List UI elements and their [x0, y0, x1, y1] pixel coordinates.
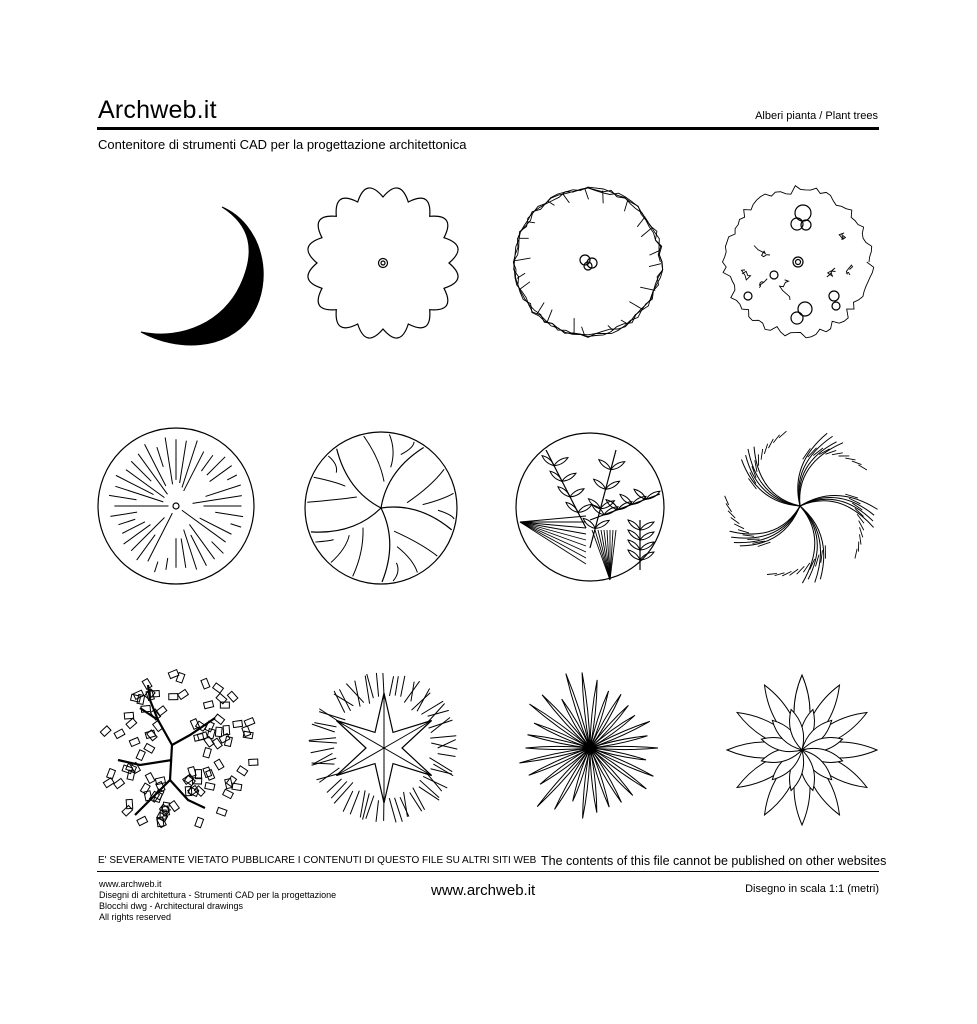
rough-outline-tree-icon: [513, 187, 662, 337]
footer-blocks-note: Blocchi dwg - Architectural drawings: [99, 901, 244, 911]
brand-logo-text: Archweb.it: [98, 96, 217, 124]
footer-website-link[interactable]: www.archweb.it: [431, 882, 536, 899]
branching-tree-icon: [305, 432, 457, 584]
spiky-palm-tree-icon: [519, 673, 658, 819]
copyright-warning-italian: E' SEVERAMENTE VIETATO PUBBLICARE I CONTENUTI DI QUESTO FILE SU ALTRI SITI WEB: [98, 855, 537, 866]
footer-description: Disegni di architettura - Strumenti CAD per la progettazione: [99, 890, 337, 900]
leafy-branch-tree-icon: [100, 670, 258, 828]
subtitle: Contenitore di strumenti CAD per la progettazione architettonica: [98, 137, 467, 152]
star-palm-tree-icon: [309, 673, 458, 822]
leaf-sprig-tree-icon: [516, 433, 664, 581]
radial-tick-tree-icon: [98, 428, 254, 584]
scalloped-tree-icon: [308, 188, 458, 338]
copyright-warning-english: The contents of this file cannot be published on other websites: [541, 854, 887, 868]
crescent-moon-icon: [141, 207, 263, 345]
petal-flower-tree-icon: [727, 675, 877, 825]
footer-website-small[interactable]: www.archweb.it: [99, 879, 162, 889]
textured-canopy-tree-icon: [723, 186, 874, 338]
scale-note: Disegno in scala 1:1 (metri): [745, 883, 879, 895]
sheet-title: Alberi pianta / Plant trees: [755, 110, 878, 122]
swirl-branch-tree-icon: [725, 431, 878, 583]
footer-rule: [97, 871, 879, 872]
footer-rights: All rights reserved: [99, 912, 172, 922]
